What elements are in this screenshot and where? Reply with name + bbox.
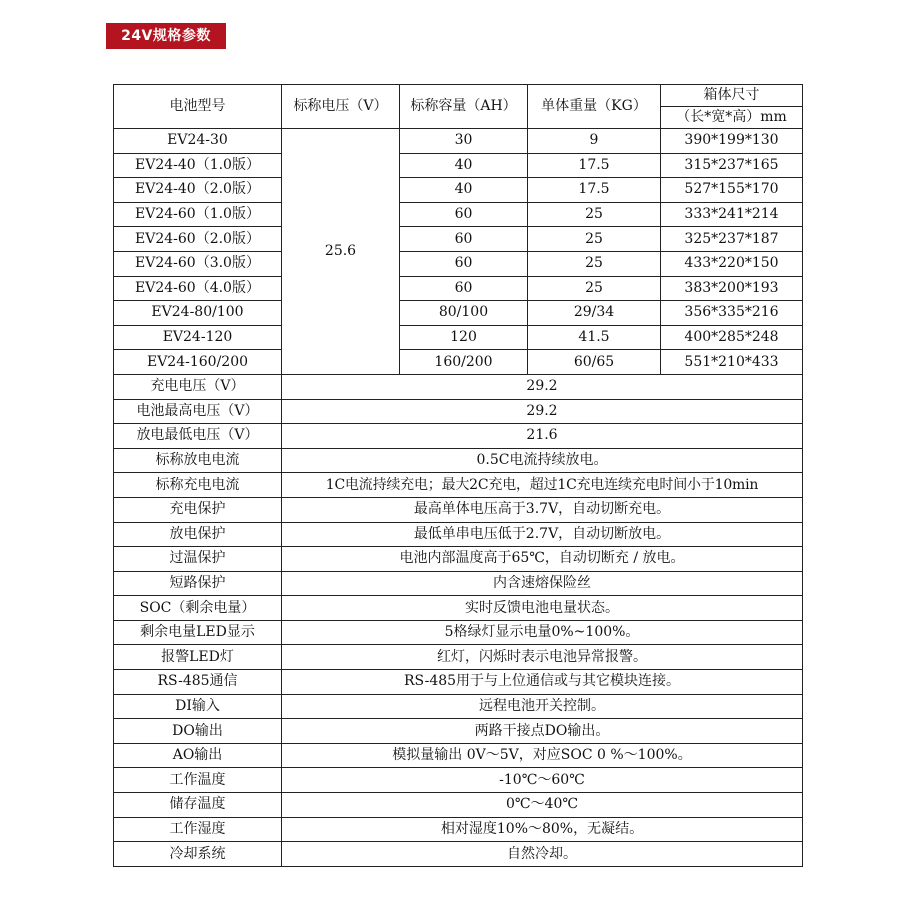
spec-value-cell: 两路干接点DO输出。 [282, 719, 803, 744]
model-name-cell: EV24-60（3.0版） [114, 251, 282, 276]
spec-row [114, 399, 803, 424]
spec-value-cell: 实时反馈电池电量状态。 [282, 596, 803, 621]
model-row [114, 276, 803, 301]
model-row [114, 178, 803, 203]
size-cell: 383*200*193 [661, 276, 803, 301]
spec-row [114, 374, 803, 399]
weight-cell: 41.5 [528, 325, 661, 350]
capacity-cell: 60 [400, 276, 528, 301]
spec-label-cell: SOC（剩余电量） [114, 596, 282, 621]
capacity-cell: 40 [400, 153, 528, 178]
weight-cell: 25 [528, 227, 661, 252]
spec-label-cell: 过温保护 [114, 547, 282, 572]
spec-label-cell: 标称放电电流 [114, 448, 282, 473]
spec-row [114, 571, 803, 596]
spec-row [114, 473, 803, 498]
spec-label-cell: RS-485通信 [114, 670, 282, 695]
spec-label-cell: 标称充电电流 [114, 473, 282, 498]
spec-label-cell: 报警LED灯 [114, 645, 282, 670]
size-cell: 527*155*170 [661, 178, 803, 203]
spec-label-cell: 短路保护 [114, 571, 282, 596]
model-name-cell: EV24-60（4.0版） [114, 276, 282, 301]
spec-value-cell: 相对湿度10%～80%，无凝结。 [282, 817, 803, 842]
spec-row [114, 424, 803, 449]
spec-row [114, 620, 803, 645]
capacity-cell: 40 [400, 178, 528, 203]
spec-value-cell: 29.2 [282, 374, 803, 399]
spec-value-cell: 远程电池开关控制。 [282, 694, 803, 719]
spec-value-cell: RS-485用于与上位通信或与其它模块连接。 [282, 670, 803, 695]
spec-row [114, 768, 803, 793]
spec-value-cell: 最低单串电压低于2.7V，自动切断放电。 [282, 522, 803, 547]
weight-cell: 25 [528, 202, 661, 227]
spec-value-cell: 模拟量输出 0V～5V，对应SOC 0 %～100%。 [282, 743, 803, 768]
model-row [114, 129, 803, 154]
spec-row [114, 596, 803, 621]
spec-row [114, 448, 803, 473]
spec-label-cell: 放电最低电压（V） [114, 424, 282, 449]
capacity-cell: 80/100 [400, 301, 528, 326]
spec-value-cell: 0.5C电流持续放电。 [282, 448, 803, 473]
model-row [114, 325, 803, 350]
model-row [114, 251, 803, 276]
section-title-badge: 24V规格参数 [106, 23, 226, 49]
model-name-cell: EV24-160/200 [114, 350, 282, 375]
model-name-cell: EV24-40（1.0版） [114, 153, 282, 178]
header-voltage: 标称电压（V） [282, 85, 400, 129]
spec-row [114, 743, 803, 768]
weight-cell: 60/65 [528, 350, 661, 375]
table-header-row [114, 85, 803, 107]
header-size-unit: （长*宽*高）mm [661, 107, 803, 129]
model-row [114, 153, 803, 178]
spec-table [113, 84, 803, 867]
spec-label-cell: 工作湿度 [114, 817, 282, 842]
header-capacity: 标称容量（AH） [400, 85, 528, 129]
spec-row [114, 522, 803, 547]
spec-value-cell: -10℃～60℃ [282, 768, 803, 793]
spec-row [114, 497, 803, 522]
spec-row [114, 670, 803, 695]
capacity-cell: 60 [400, 227, 528, 252]
size-cell: 433*220*150 [661, 251, 803, 276]
spec-row [114, 694, 803, 719]
spec-label-cell: 放电保护 [114, 522, 282, 547]
spec-label-cell: 剩余电量LED显示 [114, 620, 282, 645]
capacity-cell: 60 [400, 251, 528, 276]
spec-value-cell: 29.2 [282, 399, 803, 424]
size-cell: 390*199*130 [661, 129, 803, 154]
size-cell: 356*335*216 [661, 301, 803, 326]
spec-value-cell: 0℃～40℃ [282, 793, 803, 818]
spec-label-cell: DO输出 [114, 719, 282, 744]
header-weight: 单体重量（KG） [528, 85, 661, 129]
capacity-cell: 60 [400, 202, 528, 227]
spec-label-cell: AO输出 [114, 743, 282, 768]
capacity-cell: 30 [400, 129, 528, 154]
weight-cell: 25 [528, 276, 661, 301]
model-name-cell: EV24-80/100 [114, 301, 282, 326]
spec-row [114, 547, 803, 572]
spec-row [114, 645, 803, 670]
model-row [114, 301, 803, 326]
model-name-cell: EV24-40（2.0版） [114, 178, 282, 203]
size-cell: 333*241*214 [661, 202, 803, 227]
size-cell: 551*210*433 [661, 350, 803, 375]
spec-value-cell: 21.6 [282, 424, 803, 449]
spec-value-cell: 1C电流持续充电；最大2C充电，超过1C充电连续充电时间小于10min [282, 473, 803, 498]
model-name-cell: EV24-30 [114, 129, 282, 154]
spec-value-cell: 最高单体电压高于3.7V，自动切断充电。 [282, 497, 803, 522]
spec-label-cell: 电池最高电压（V） [114, 399, 282, 424]
spec-value-cell: 电池内部温度高于65℃，自动切断充 / 放电。 [282, 547, 803, 572]
header-model: 电池型号 [114, 85, 282, 129]
spec-row [114, 842, 803, 867]
model-name-cell: EV24-120 [114, 325, 282, 350]
size-cell: 400*285*248 [661, 325, 803, 350]
spec-label-cell: 储存温度 [114, 793, 282, 818]
model-name-cell: EV24-60（1.0版） [114, 202, 282, 227]
model-name-cell: EV24-60（2.0版） [114, 227, 282, 252]
spec-value-cell: 5格绿灯显示电量0%~100%。 [282, 620, 803, 645]
weight-cell: 25 [528, 251, 661, 276]
size-cell: 325*237*187 [661, 227, 803, 252]
model-row [114, 227, 803, 252]
spec-row [114, 793, 803, 818]
spec-value-cell: 自然冷却。 [282, 842, 803, 867]
spec-row [114, 719, 803, 744]
model-row [114, 202, 803, 227]
weight-cell: 17.5 [528, 178, 661, 203]
weight-cell: 9 [528, 129, 661, 154]
capacity-cell: 120 [400, 325, 528, 350]
spec-label-cell: 冷却系统 [114, 842, 282, 867]
spec-label-cell: 工作温度 [114, 768, 282, 793]
header-size: 箱体尺寸 [661, 85, 803, 107]
weight-cell: 17.5 [528, 153, 661, 178]
spec-row [114, 817, 803, 842]
capacity-cell: 160/200 [400, 350, 528, 375]
spec-label-cell: 充电电压（V） [114, 374, 282, 399]
nominal-voltage-cell: 25.6 [282, 129, 400, 375]
spec-value-cell: 内含速熔保险丝 [282, 571, 803, 596]
weight-cell: 29/34 [528, 301, 661, 326]
spec-label-cell: 充电保护 [114, 497, 282, 522]
spec-label-cell: DI输入 [114, 694, 282, 719]
model-row [114, 350, 803, 375]
size-cell: 315*237*165 [661, 153, 803, 178]
spec-value-cell: 红灯，闪烁时表示电池异常报警。 [282, 645, 803, 670]
